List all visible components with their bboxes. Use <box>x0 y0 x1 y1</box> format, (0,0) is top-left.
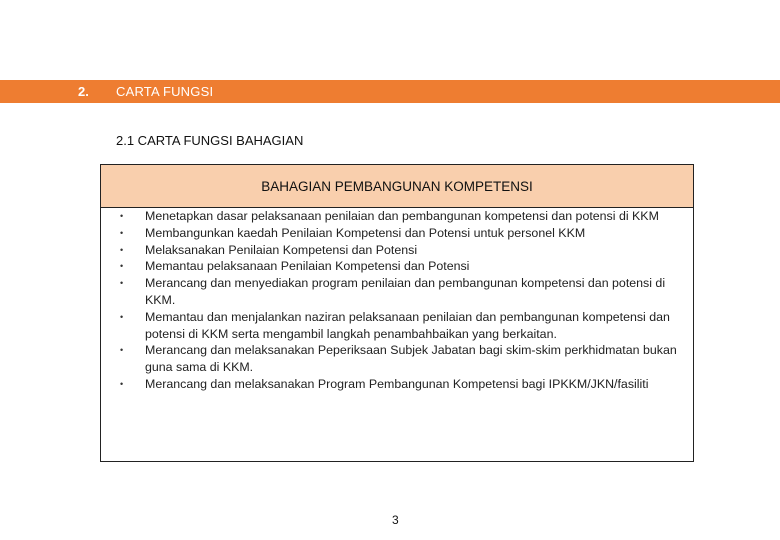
list-item-text: Merancang dan menyediakan program penilaian dan pembangunan kompetensi dan potensi di KKM. <box>145 276 666 307</box>
bullet-icon: • <box>120 278 124 289</box>
bullet-icon: • <box>120 227 124 238</box>
function-chart-box <box>100 164 694 462</box>
list-item-text: Melaksanakan Penilaian Kompetensi dan Potensi <box>145 242 418 257</box>
list-item-text: Memantau dan menjalankan naziran pelaksanaan penilaian dan pembangunan kompetensi dan potensi di KKM serta mengambil langkah penambahbaikan yang berkaitan. <box>145 309 670 341</box>
bullet-icon: • <box>120 345 124 356</box>
list-item <box>101 242 693 259</box>
list-item <box>101 225 693 242</box>
list-item-text: Menetapkan dasar pelaksanaan penilaian dan pembangunan kompetensi dan potensi di KKM <box>145 209 659 223</box>
section-number: 2. <box>78 84 89 99</box>
list-item <box>101 376 693 393</box>
bullet-icon: • <box>120 211 124 221</box>
list-item-text: Merancang dan melaksanakan Peperiksaan Subjek Jabatan bagi skim-skim perkhidmatan bukan guna sama di KKM. <box>145 343 677 375</box>
subsection-heading: 2.1 CARTA FUNGSI BAHAGIAN <box>116 133 304 148</box>
bullet-icon: • <box>120 261 124 272</box>
section-title: CARTA FUNGSI <box>116 84 214 99</box>
list-item-text: Memantau pelaksanaan Penilaian Kompetensi dan Potensi <box>145 259 470 274</box>
list-item <box>101 258 693 275</box>
function-list <box>101 208 693 393</box>
page-number: 3 <box>392 513 399 527</box>
list-item-text: Merancang dan melaksanakan Program Pembangunan Kompetensi bagi IPKKM/JKN/fasiliti <box>145 376 649 391</box>
bullet-icon: • <box>120 378 124 389</box>
list-item-text: Membangunkan kaedah Penilaian Kompetensi dan Potensi untuk personel KKM <box>145 225 586 240</box>
list-item <box>101 309 693 343</box>
list-item <box>101 342 693 376</box>
bullet-icon: • <box>120 311 124 322</box>
list-item <box>101 275 693 309</box>
bullet-icon: • <box>120 244 124 255</box>
section-header-bar <box>0 80 780 103</box>
list-item <box>101 208 693 225</box>
division-title: BAHAGIAN PEMBANGUNAN KOMPETENSI <box>101 165 693 208</box>
